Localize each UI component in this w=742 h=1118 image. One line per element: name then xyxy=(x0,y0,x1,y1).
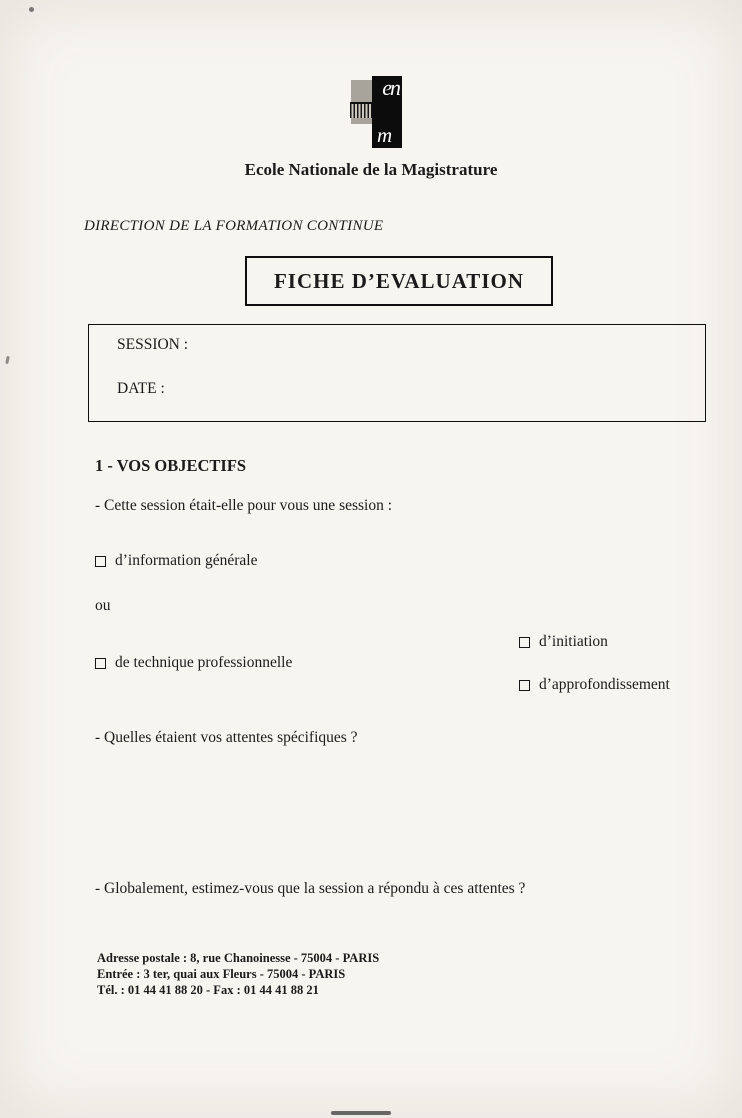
session-date-box xyxy=(88,324,706,422)
scan-artifact xyxy=(5,356,10,364)
footer-phone-fax: Tél. : 01 44 41 88 20 - Fax : 01 44 41 88 21 xyxy=(97,983,319,997)
checkbox-technique-professionnelle[interactable] xyxy=(95,658,106,669)
scan-artifact xyxy=(331,1111,391,1115)
footer-postal-address: Adresse postale : 8, rue Chanoinesse - 75004 - PARIS xyxy=(97,951,380,965)
logo-letter-m: m xyxy=(377,123,394,147)
date-label: DATE : xyxy=(117,380,165,397)
checkbox-row-information-generale xyxy=(95,552,257,570)
checkbox-label-technique-professionnelle: de technique professionnelle xyxy=(115,654,293,671)
footer-entrance-address: Entrée : 3 ter, quai aux Fleurs - 75004 - PARIS xyxy=(97,967,346,981)
scan-artifact xyxy=(29,7,34,12)
logo-letters-en: en xyxy=(382,75,399,100)
school-name: Ecole Nationale de la Magistrature xyxy=(244,160,498,179)
question-session-type: - Cette session était-elle pour vous une session : xyxy=(95,497,393,514)
footer-address-block xyxy=(97,950,379,998)
question-attentes-specifiques: - Quelles étaient vos attentes spécifiques ? xyxy=(95,729,358,746)
or-label: ou xyxy=(95,597,111,614)
enm-logo-icon xyxy=(350,76,402,148)
checkbox-row-approfondissement xyxy=(519,676,670,694)
form-title-box xyxy=(245,256,553,306)
session-label: SESSION : xyxy=(117,336,189,353)
form-title: FICHE D’EVALUATION xyxy=(273,268,524,293)
question-globalement: - Globalement, estimez-vous que la session a répondu à ces attentes ? xyxy=(95,880,526,897)
section-1-heading: 1 - VOS OBJECTIFS xyxy=(95,456,247,475)
checkbox-label-approfondissement: d’approfondissement xyxy=(539,676,670,693)
checkbox-information-generale[interactable] xyxy=(95,556,106,567)
checkbox-label-initiation: d’initiation xyxy=(539,633,608,650)
checkbox-row-initiation xyxy=(519,633,608,651)
logo-black-square xyxy=(372,76,402,148)
checkbox-approfondissement[interactable] xyxy=(519,680,530,691)
department-heading: DIRECTION DE LA FORMATION CONTINUE xyxy=(84,218,384,234)
checkbox-label-information-generale: d’information générale xyxy=(115,552,258,569)
checkbox-initiation[interactable] xyxy=(519,637,530,648)
checkbox-row-technique-professionnelle xyxy=(95,654,292,672)
